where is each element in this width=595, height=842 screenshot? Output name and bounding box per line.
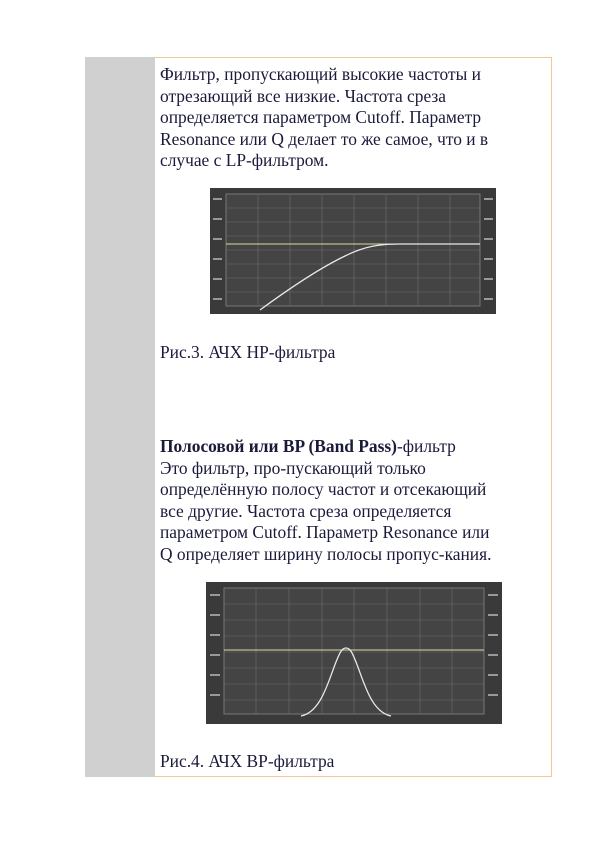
hp-filter-chart-svg: [210, 188, 496, 314]
bp-filter-text: Это фильтр, про-пускающий только определённую полосу частот и отсекающий все другие. Частота среза определяется параметром Cutoff. Параметр Resonance или Q определяет ширину полосы пропус-кания.: [160, 457, 492, 564]
bp-filter-chart-svg: [206, 582, 502, 724]
hp-filter-response-graph: [210, 188, 496, 314]
hp-filter-description: Фильтр, пропускающий высокие частоты и отрезающий все низкие. Частота среза определяется параметром Cutoff. Параметр Resonance или Q делает то же самое, что и в случае с LP-фильтром.: [160, 64, 489, 170]
left-margin-column: [85, 57, 155, 777]
bp-filter-response-graph: [206, 582, 502, 724]
bp-filter-heading-suffix: -фильтр: [396, 436, 456, 456]
hp-filter-caption: Рис.3. АЧХ HP-фильтра: [160, 342, 336, 362]
bp-filter-caption: Рис.4. АЧХ BP-фильтра: [160, 751, 335, 771]
bp-filter-heading: Полосовой или BP (Band Pass): [160, 436, 397, 456]
bp-filter-description: [160, 436, 548, 565]
